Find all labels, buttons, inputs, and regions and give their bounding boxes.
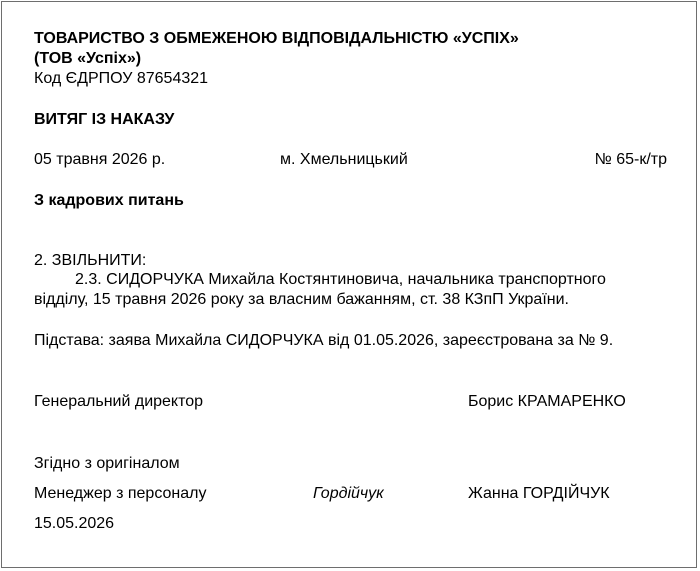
certifier-signature: Гордійчук [313,485,384,502]
certifier-name: Жанна ГОРДІЙЧУК [468,485,610,502]
order-subject: З кадрових питань [34,192,184,209]
certifier-position: Менеджер з персоналу [34,485,207,502]
order-number: № 65-к/тр [594,151,667,168]
certification-date: 15.05.2026 [34,515,115,532]
order-city: м. Хмельницький [280,151,408,168]
document-title: ВИТЯГ ІЗ НАКАЗУ [34,111,175,128]
signatory-name: Борис КРАМАРЕНКО [468,393,626,410]
certification-note: Згідно з оригіналом [34,455,180,472]
order-basis: Підстава: заява Михайла СИДОРЧУКА від 01.05.2026, зареєстрована за № 9. [34,332,614,349]
order-date: 05 травня 2026 р. [34,151,166,168]
order-item-line-1: 2.3. СИДОРЧУКА Михайла Костянтиновича, начальника транспортного [75,271,606,288]
order-item-line-2: відділу, 15 травня 2026 року за власним бажанням, ст. 38 КЗпП України. [34,291,569,308]
order-section-heading: 2. ЗВІЛЬНИТИ: [34,252,147,269]
organization-name: ТОВАРИСТВО З ОБМЕЖЕНОЮ ВІДПОВІДАЛЬНІСТЮ «УСПІХ» [34,30,519,47]
organization-short-name: (ТОВ «Успіх») [34,50,142,67]
edrpou-code: Код ЄДРПОУ 87654321 [34,70,209,87]
signatory-position: Генеральний директор [34,393,204,410]
